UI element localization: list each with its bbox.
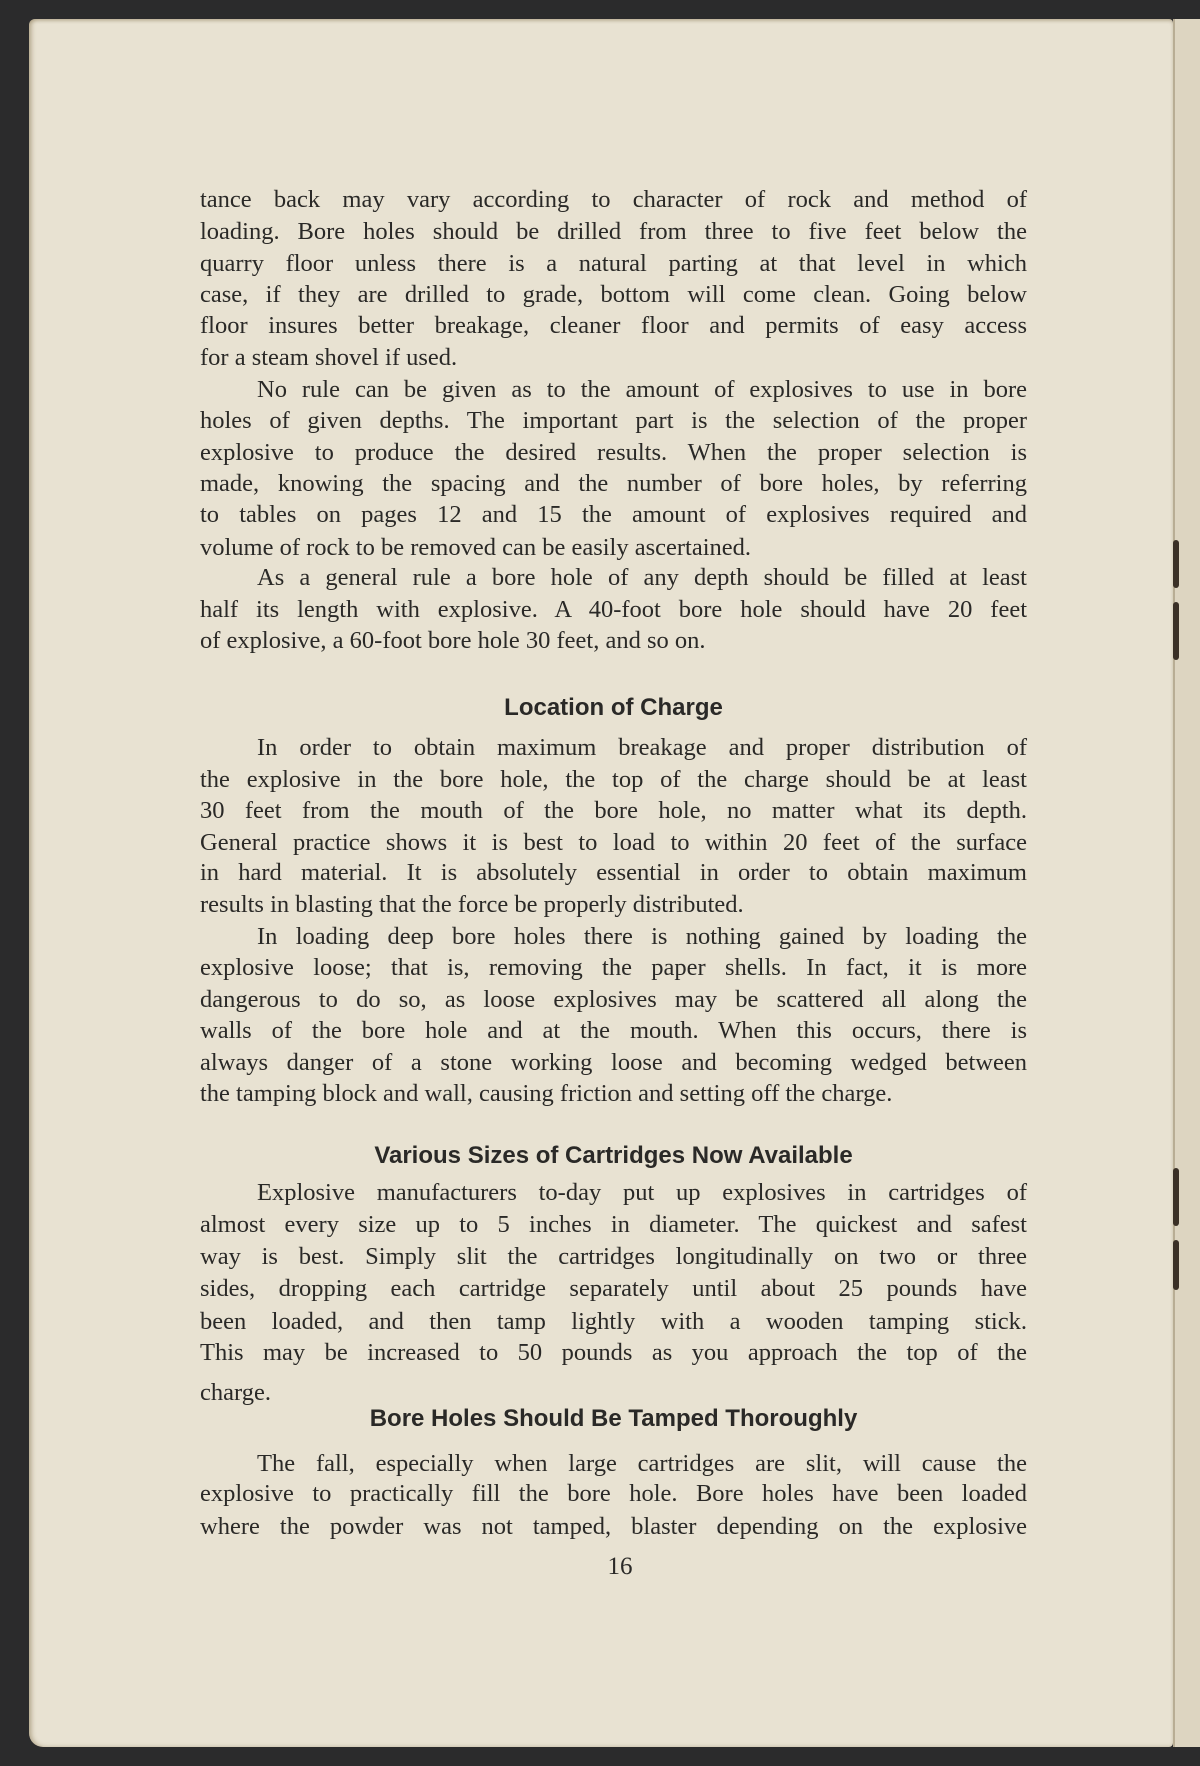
paragraph-line: walls of the bore hole and at the mouth. When this occurs, there is: [200, 1017, 1027, 1044]
paragraph-line: quarry floor unless there is a natural parting at that level in which: [200, 250, 1027, 277]
margin-mark: [1173, 540, 1179, 588]
margin-mark: [1173, 1168, 1179, 1226]
paragraph-line: The fall, especially when large cartridges are slit, will cause the: [257, 1450, 1027, 1477]
paragraph-line: dangerous to do so, as loose explosives may be scattered all along the: [200, 986, 1027, 1013]
paragraph-line: sides, dropping each cartridge separately until about 25 pounds have: [200, 1275, 1027, 1302]
paragraph-line: always danger of a stone working loose and becoming wedged between: [200, 1049, 1027, 1076]
paragraph-line: case, if they are drilled to grade, bottom will come clean. Going below: [200, 281, 1027, 308]
page-number: 16: [607, 1553, 633, 1580]
paragraph-line: tance back may vary according to character of rock and method of: [200, 186, 1027, 213]
section-heading: Location of Charge: [504, 694, 723, 721]
paragraph-line: in hard material. It is absolutely essential in order to obtain maximum: [200, 859, 1027, 886]
paragraph-line: almost every size up to 5 inches in diameter. The quickest and safest: [200, 1211, 1027, 1238]
paragraph-line: for a steam shovel if used.: [200, 344, 458, 371]
paragraph-line: volume of rock to be removed can be easily ascertained.: [200, 534, 752, 561]
paragraph-line: explosive loose; that is, removing the paper shells. In fact, it is more: [200, 954, 1027, 981]
paragraph-line: In loading deep bore holes there is nothing gained by loading the: [257, 923, 1027, 950]
next-page-edge: [1173, 19, 1200, 1747]
paragraph-line: holes of given depths. The important part is the selection of the proper: [200, 407, 1027, 434]
paragraph-line: the explosive in the bore hole, the top of the charge should be at least: [200, 766, 1027, 793]
paragraph-line: As a general rule a bore hole of any depth should be filled at least: [257, 564, 1027, 591]
paragraph-line: General practice shows it is best to load to within 20 feet of the surface: [200, 829, 1027, 856]
margin-mark: [1173, 1240, 1179, 1290]
paragraph-line: floor insures better breakage, cleaner floor and permits of easy access: [200, 312, 1027, 339]
paragraph-line: 30 feet from the mouth of the bore hole, no matter what its depth.: [200, 797, 1027, 824]
paragraph-line: This may be increased to 50 pounds as you approach the top of the: [200, 1339, 1027, 1366]
paragraph-line: In order to obtain maximum breakage and proper distribution of: [257, 734, 1027, 761]
paragraph-line: made, knowing the spacing and the number of bore holes, by referring: [200, 470, 1027, 497]
paragraph-line: explosive to practically fill the bore hole. Bore holes have been loaded: [200, 1480, 1027, 1507]
paragraph-line: to tables on pages 12 and 15 the amount of explosives required and: [200, 501, 1027, 528]
paragraph-line: where the powder was not tamped, blaster depending on the explosive: [200, 1513, 1027, 1540]
paragraph-line: charge.: [200, 1379, 271, 1406]
paragraph-line: been loaded, and then tamp lightly with a wooden tamping stick.: [200, 1308, 1027, 1335]
paragraph-line: loading. Bore holes should be drilled from three to five feet below the: [200, 218, 1027, 245]
paragraph-line: Explosive manufacturers to-day put up explosives in cartridges of: [257, 1179, 1027, 1206]
section-heading: Various Sizes of Cartridges Now Available: [374, 1142, 853, 1169]
paragraph-line: of explosive, a 60-foot bore hole 30 feet, and so on.: [200, 627, 706, 654]
paragraph-line: the tamping block and wall, causing friction and setting off the charge.: [200, 1080, 893, 1107]
section-heading: Bore Holes Should Be Tamped Thoroughly: [369, 1405, 858, 1432]
paragraph-line: explosive to produce the desired results. When the proper selection is: [200, 439, 1027, 466]
paragraph-line: half its length with explosive. A 40-foot bore hole should have 20 feet: [200, 596, 1027, 623]
margin-mark: [1173, 602, 1179, 660]
paragraph-line: way is best. Simply slit the cartridges longitudinally on two or three: [200, 1243, 1027, 1270]
paragraph-line: No rule can be given as to the amount of explosives to use in bore: [257, 376, 1027, 403]
paragraph-line: results in blasting that the force be properly distributed.: [200, 891, 744, 918]
